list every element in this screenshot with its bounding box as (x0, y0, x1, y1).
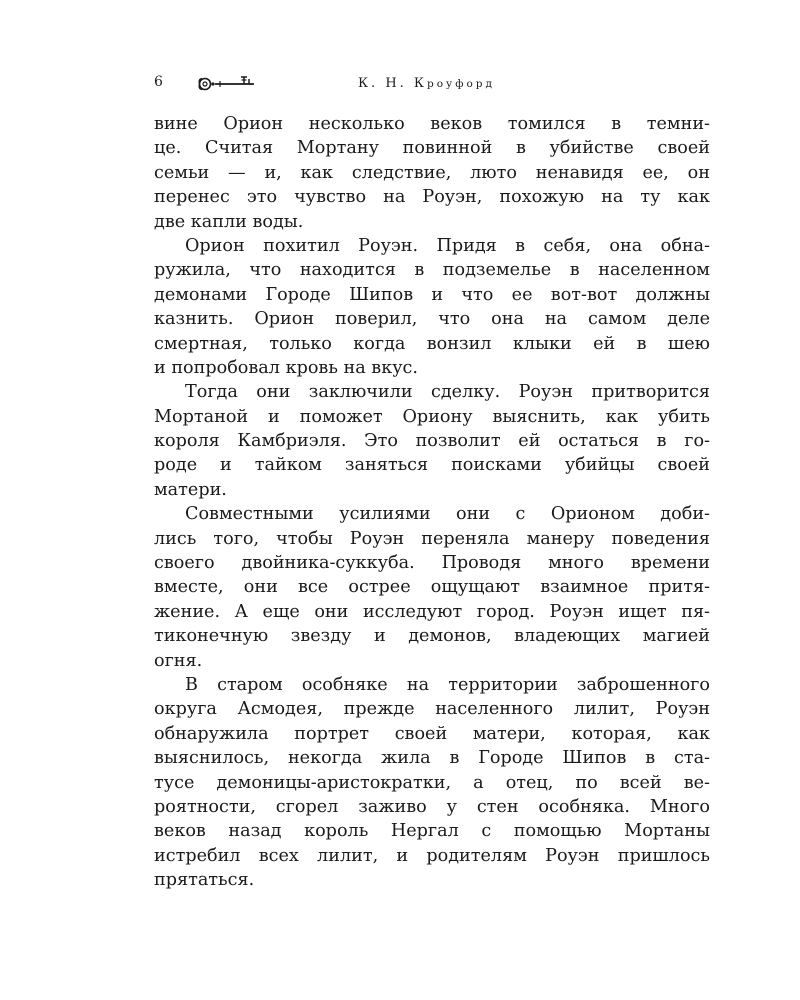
text-line: Мортаной и поможет Ориону выяснить, как убить (154, 406, 710, 427)
paragraph (154, 234, 710, 380)
text-line: В старом особняке на территории заброшенного (185, 674, 710, 695)
text-line: Совместными усилиями они с Орионом доби- (185, 504, 710, 525)
text-line: тусе демоницы-аристократки, а отец, по всей ве- (154, 772, 710, 793)
text-line: округа Асмодея, прежде населенного лилит, Роуэн (154, 699, 710, 720)
key-icon (198, 75, 256, 93)
page-header (154, 74, 710, 96)
text-line: семьи — и, как следствие, люто ненавидя ее, он (154, 162, 710, 183)
text-line: смертная, только когда вонзил клыки ей в шею (154, 333, 710, 354)
paragraph (154, 112, 710, 234)
text-line: и попробовал кровь на вкус. (154, 357, 419, 378)
text-line: прятаться. (154, 870, 255, 891)
text-line: две капли воды. (154, 211, 304, 232)
text-line: матери. (154, 479, 227, 500)
text-line: лись того, чтобы Роуэн переняла манеру поведения (154, 528, 710, 549)
text-line: тиконечную звезду и демонов, владеющих магией (154, 626, 710, 647)
text-line: ружила, что находится в подземелье в населенном (154, 260, 710, 281)
paragraph (154, 380, 710, 502)
text-line: короля Камбриэля. Это позволит ей остаться в го- (154, 431, 710, 452)
text-line: це. Считая Мортану повинной в убийстве своей (154, 138, 710, 159)
paragraph (154, 673, 710, 893)
text-line: роятности, сгорел заживо у стен особняка. Много (154, 796, 710, 817)
text-line: обнаружила портрет своей матери, которая, как (154, 723, 710, 744)
text-line: огня. (154, 650, 203, 671)
text-line: Тогда они заключили сделку. Роуэн притворится (185, 382, 710, 403)
text-line: веков назад король Нергал с помощью Мортаны (154, 821, 710, 842)
text-line: жение. А еще они исследуют город. Роуэн ищет пя- (154, 601, 710, 622)
page-number: 6 (154, 74, 164, 90)
author-initials: К. Н. К (358, 76, 427, 91)
text-line: роде и тайком заняться поисками убийцы своей (154, 455, 710, 476)
text-line: своего двойника-суккуба. Проводя много времени (154, 553, 710, 574)
running-head-author (358, 76, 495, 91)
text-line: истребил всех лилит, и родителям Роуэн пришлось (154, 845, 710, 866)
text-line: Орион похитил Роуэн. Придя в себя, она обна- (185, 235, 710, 256)
text-line: казнить. Орион поверил, что она на самом деле (154, 309, 710, 330)
paragraph (154, 502, 710, 673)
text-line: выяснилось, некогда жила в Городе Шипов в ста- (154, 748, 710, 769)
author-rest: роуфорд (427, 78, 495, 90)
text-line: вине Орион несколько веков томился в темни- (154, 114, 710, 134)
text-line: демонами Городе Шипов и что ее вот-вот должны (154, 284, 710, 305)
text-line: перенес это чувство на Роуэн, похожую на ту как (154, 187, 710, 208)
body-text (154, 112, 710, 893)
text-line: вместе, они все острее ощущают взаимное притя- (154, 577, 710, 598)
